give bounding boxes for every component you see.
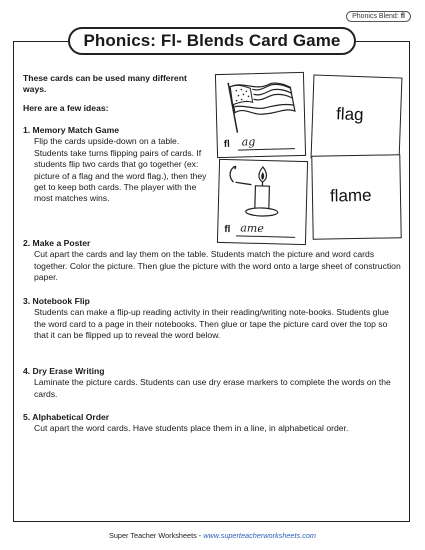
phonics-blend-tag (346, 11, 411, 22)
title-text: Phonics: Fl- Blends Card Game (83, 31, 341, 50)
fill-in-line (224, 135, 299, 153)
section-notebook-flip (23, 296, 403, 342)
fill-in-line (224, 222, 299, 240)
sample-cards (212, 63, 408, 248)
word-flame: flame (329, 185, 372, 206)
section-heading: 3. Notebook Flip (23, 296, 90, 306)
flag-picture-card (215, 72, 306, 158)
section-memory-match (23, 125, 213, 205)
section-heading: 5. Alphabetical Order (23, 412, 110, 422)
blend-label: fl (223, 138, 231, 150)
section-heading: 4. Dry Erase Writing (23, 366, 105, 376)
section-body: Flip the cards upside-down on a table. Students take turns flipping pairs of cards. If students flip two cards that go together (ex: picture of a flag and the word flag.), then they get to keep both cards. The player with the most matches wins. (34, 136, 207, 204)
tag-label: Phonics Blend: (352, 13, 399, 20)
word-flag: flag (335, 104, 364, 125)
candle-flame-icon (218, 160, 306, 224)
tag-value: fl (400, 13, 405, 20)
section-body: Laminate the picture cards. Students can use dry erase markers to complete the words on the cards. (34, 377, 391, 399)
ideas-heading: Here are a few ideas: (23, 103, 109, 113)
flag-word-card (311, 74, 403, 161)
page-title (68, 27, 356, 55)
footer-url[interactable]: www.superteacherworksheets.com (203, 531, 316, 540)
section-body: Cut apart the cards and lay them on the table. Students match the picture and word cards together. Color the picture. Then glue the picture with the word onto a large sheet of construction paper. (34, 249, 401, 283)
section-dry-erase (23, 366, 403, 400)
intro-text: These cards can be used many different ways. (23, 73, 187, 94)
handwritten-ending: ame (240, 221, 264, 236)
section-body: Students can make a flip-up reading activity in their reading/writing note-books. Students glue the word card to a page in their notebooks. Then glue or tape the picture card over the top so that it can be flipped up to reveal the word below. (34, 307, 389, 341)
flame-word-card (311, 154, 401, 240)
flame-picture-card (217, 159, 308, 245)
section-heading: 2. Make a Poster (23, 238, 91, 248)
section-body: Cut apart the word cards. Have students place them in a line, in alphabetical order. (34, 423, 349, 434)
section-heading: 1. Memory Match Game (23, 125, 119, 135)
section-alphabetical (23, 412, 403, 435)
footer-text: Super Teacher Worksheets - (109, 531, 204, 540)
flag-icon (216, 73, 304, 135)
blend-label: fl (224, 224, 231, 236)
handwritten-ending: ag (241, 135, 256, 149)
footer (0, 531, 425, 540)
